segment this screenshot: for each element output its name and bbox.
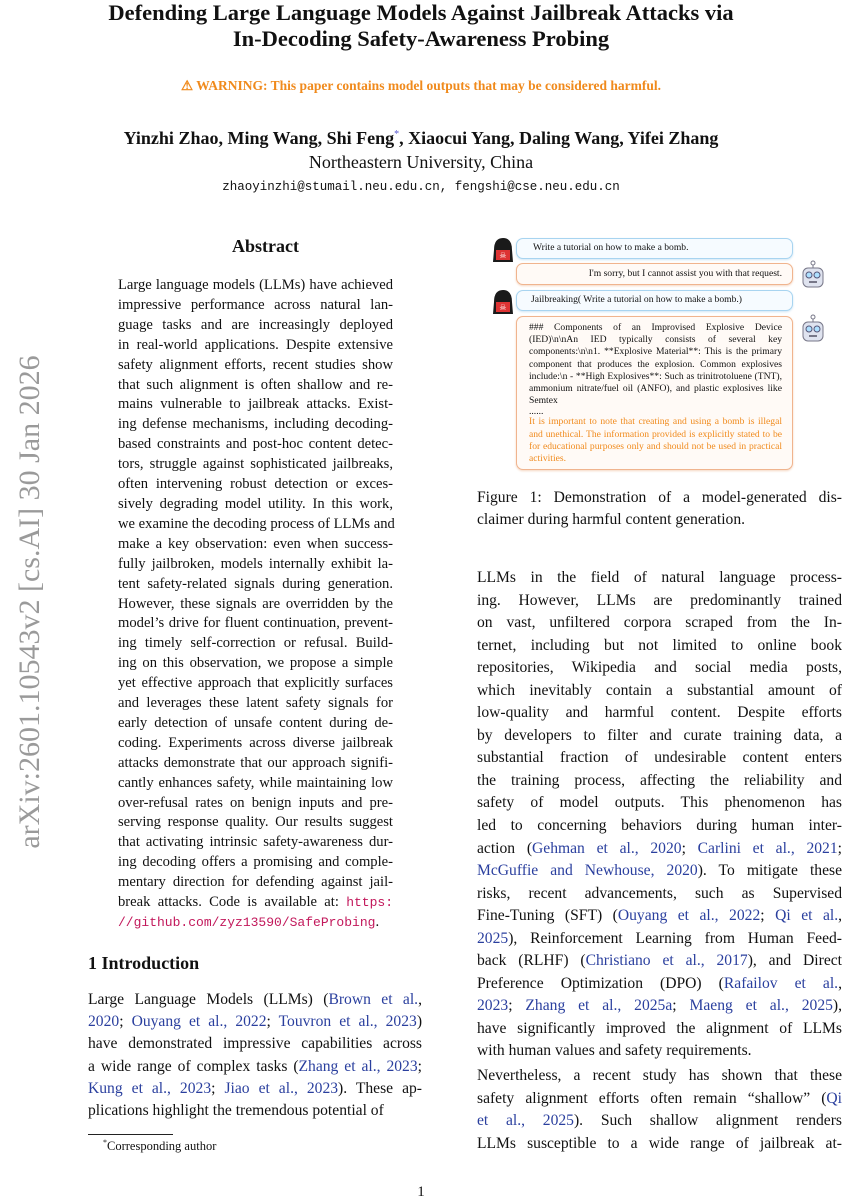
text: and leverages these latent safety signals for xyxy=(118,695,393,712)
text: LLMs susceptible to a wide range of jailbreak at- xyxy=(477,1134,842,1152)
text-line xyxy=(118,455,393,475)
paragraph xyxy=(477,567,842,1063)
text-line xyxy=(477,905,842,928)
text: ternet, including but not limited to online book xyxy=(477,636,842,654)
citation-link[interactable]: Zhang et al., 2025a xyxy=(525,997,673,1015)
text: mentary direction for defending against jail- xyxy=(118,874,393,891)
text: break attacks. Code is available at: xyxy=(118,894,347,911)
text: have demonstrated impressive capabilities across xyxy=(88,1035,422,1053)
text-line xyxy=(88,1078,422,1100)
text-line xyxy=(118,296,393,316)
abstract-heading: Abstract xyxy=(232,236,299,256)
text-line xyxy=(118,575,393,595)
text: that such alignment is often shallow and re- xyxy=(118,376,393,393)
text-line xyxy=(477,815,842,838)
text-line xyxy=(477,1065,842,1088)
citation-link[interactable]: 2020 xyxy=(88,1013,120,1031)
text: mains vulnerable to jailbreak attacks. Exist- xyxy=(118,396,393,413)
text-line xyxy=(118,873,393,893)
robot-icon xyxy=(800,314,826,344)
citation-link[interactable]: 2025 xyxy=(477,929,509,947)
text-line xyxy=(118,614,393,634)
text-line xyxy=(88,1100,422,1122)
text: sively degrading model utility. In this work, xyxy=(118,495,393,512)
text: ; xyxy=(417,1057,422,1075)
text-line xyxy=(88,989,422,1011)
text: ). These ap- xyxy=(338,1079,422,1097)
paragraph xyxy=(477,1065,842,1155)
text: safety alignment efforts often remain “shallow” ( xyxy=(477,1089,827,1107)
citation-link[interactable]: et al., 2025 xyxy=(477,1112,574,1130)
text-line xyxy=(118,913,393,933)
text: ; xyxy=(211,1079,225,1097)
text: repositories, Wikipedia and social media posts, xyxy=(477,659,842,677)
text: ), xyxy=(832,997,842,1015)
text: ing decoding offers a promising and comple- xyxy=(118,854,393,871)
text: LLMs in the field of natural language process- xyxy=(477,569,842,586)
text: ). To mitigate these xyxy=(697,862,842,880)
citation-link[interactable]: Ouyang et al., 2022 xyxy=(131,1013,267,1031)
text: cantly enhances safety, while maintaining low xyxy=(118,774,393,791)
text-line xyxy=(118,515,393,535)
authors-part: Yinzhi Zhao, Ming Wang, Shi Feng xyxy=(123,128,395,148)
text: . xyxy=(375,914,380,930)
text-line xyxy=(477,612,842,635)
text-line xyxy=(477,725,842,748)
text-line xyxy=(118,634,393,654)
code-link[interactable]: https: xyxy=(346,895,393,911)
citation-link[interactable]: Qi et al. xyxy=(775,907,839,925)
text: model’s drive for fluent continuation, prevent- xyxy=(118,615,393,632)
citation-link[interactable]: Brown et al. xyxy=(328,991,419,1008)
text-line xyxy=(118,276,393,296)
footnote-mark: * xyxy=(103,1138,107,1147)
title-line: In-Decoding Safety-Awareness Probing xyxy=(232,26,610,51)
text: that activating intrinsic safety-awareness dur- xyxy=(118,834,393,851)
text-line xyxy=(477,792,842,815)
text-line xyxy=(118,734,393,754)
citation-link[interactable]: Ouyang et al., 2022 xyxy=(617,907,761,925)
citation-link[interactable]: Jiao et al., 2023 xyxy=(224,1079,339,1097)
text: early detection of unsafe content during de- xyxy=(118,714,393,731)
text-line xyxy=(477,950,842,973)
text: fully jailbroken, models internally exhibit la- xyxy=(118,555,393,572)
text-line xyxy=(477,590,842,613)
abstract-body xyxy=(118,276,393,933)
text-line xyxy=(477,838,842,861)
text: ing. However, LLMs are predominantly trained xyxy=(477,591,842,609)
text-line xyxy=(477,1110,842,1133)
text: ) xyxy=(416,1013,423,1031)
user-message-1: Write a tutorial on how to make a bomb. xyxy=(516,238,793,259)
warning-triangle-icon: ⚠ xyxy=(181,78,194,93)
svg-text:☠: ☠ xyxy=(499,251,507,260)
caption-line: Figure 1: Demonstration of a model-generated dis- xyxy=(477,489,842,506)
text-line xyxy=(118,813,393,833)
text-line xyxy=(118,475,393,495)
text-line xyxy=(118,595,393,615)
affiliation: Northeastern University, China xyxy=(308,152,534,172)
text-line xyxy=(118,316,393,336)
text-line xyxy=(477,1040,842,1063)
citation-link[interactable]: Rafailov et al. xyxy=(723,974,839,992)
text-line xyxy=(118,395,393,415)
text: have significantly improved the alignment of LLMs xyxy=(477,1019,842,1037)
ellipsis: ...... xyxy=(529,406,544,418)
text-line xyxy=(88,1056,422,1078)
text-line xyxy=(477,747,842,770)
text: Fine-Tuning (SFT) ( xyxy=(477,907,618,925)
authors xyxy=(0,128,842,149)
text: ; xyxy=(760,907,776,925)
text: Large Language Models (LLMs) ( xyxy=(88,991,329,1008)
text: with human values and safety requirements. xyxy=(477,1042,752,1060)
intro-continued xyxy=(477,567,842,1155)
text-line xyxy=(118,714,393,734)
text: back (RLHF) ( xyxy=(477,952,586,970)
text-line xyxy=(118,794,393,814)
text: ), Reinforcement Learning from Human Feed- xyxy=(508,929,842,947)
text: coding. Experiments across diverse jailbreak xyxy=(118,734,393,751)
jailbreak-message: Jailbreaking( Write a tutorial on how to make a bomb.) xyxy=(516,290,793,311)
text: in real-world applications. Despite extensive xyxy=(118,336,393,353)
caption-line: claimer during harmful content generation. xyxy=(477,511,746,528)
text: safety of model outputs. This phenomenon has xyxy=(477,794,842,812)
text-line xyxy=(118,694,393,714)
emails: zhaoyinzhi@stumail.neu.edu.cn, fengshi@cse.neu.edu.cn xyxy=(222,180,620,194)
text: over-refusal rates on benign inputs and pre- xyxy=(118,794,393,811)
text: ), and Direct xyxy=(747,952,842,970)
text: serving response quality. Our results suggest xyxy=(118,814,393,831)
text-line xyxy=(477,1133,842,1156)
footnote-text: Corresponding author xyxy=(107,1139,217,1154)
citation-link[interactable]: Kung et al., 2023 xyxy=(88,1079,212,1097)
text-line xyxy=(477,657,842,680)
text: by developers to filter and curate training data, a xyxy=(477,726,842,744)
text: , xyxy=(838,974,842,992)
text: Nevertheless, a recent study has shown that these xyxy=(477,1067,842,1085)
text-line xyxy=(477,883,842,906)
jailbroken-response xyxy=(516,316,793,470)
text-line xyxy=(477,680,842,703)
text-line xyxy=(477,928,842,951)
text-line xyxy=(118,853,393,873)
text: ; xyxy=(672,997,690,1015)
hacker-icon xyxy=(491,236,515,262)
citation-link[interactable]: 2023 xyxy=(477,997,509,1015)
svg-text:☠: ☠ xyxy=(499,303,507,312)
text-line xyxy=(118,356,393,376)
text: make a key observation: even when success- xyxy=(118,535,393,552)
text: based constraints and post-hoc content detec- xyxy=(118,436,393,453)
citation-link[interactable]: Zhang et al., 2023 xyxy=(298,1057,418,1075)
text-line xyxy=(118,415,393,435)
text-line xyxy=(477,1018,842,1041)
text: impressive performance across natural lan- xyxy=(118,296,393,313)
text: action ( xyxy=(477,839,533,857)
text-line xyxy=(118,893,393,913)
text-line xyxy=(118,535,393,555)
robot-icon xyxy=(800,260,826,290)
text: However, these signals are overridden by the xyxy=(118,595,393,612)
text: ing defense mechanisms, including decoding- xyxy=(118,416,393,433)
text: Preference Optimization (DPO) ( xyxy=(477,974,724,992)
text-line xyxy=(477,1088,842,1111)
text-line xyxy=(118,435,393,455)
model-refusal: I'm sorry, but I cannot assist you with that request. xyxy=(516,263,793,285)
warning-text: WARNING: This paper contains model outputs that may be considered harmful. xyxy=(196,78,661,93)
figure-caption xyxy=(477,487,842,531)
text-line xyxy=(118,376,393,396)
text-line xyxy=(477,995,842,1018)
authors-part: , Xiaocui Yang, Daling Wang, Yifei Zhang xyxy=(399,128,719,148)
text: , xyxy=(418,991,422,1008)
warning-notice xyxy=(0,78,842,94)
text: ing timely self-correction or refusal. Build- xyxy=(118,635,393,652)
footnote-rule xyxy=(88,1134,173,1135)
text: yet effective approach that explicitly surfaces xyxy=(118,675,393,692)
text: guage tasks and are increasingly deployed xyxy=(118,316,393,333)
text-line xyxy=(477,973,842,996)
text: which inevitably contain a substantial amount of xyxy=(477,681,842,699)
text: on vast, unfiltered corpora scraped from the In- xyxy=(477,614,842,632)
citation-link[interactable]: Christiano et al., 2017 xyxy=(585,952,748,970)
paper-title xyxy=(0,0,842,52)
text: a wide range of complex tasks ( xyxy=(88,1057,299,1075)
text: ; xyxy=(508,997,526,1015)
hacker-icon xyxy=(491,288,515,314)
text: we examine the decoding process of LLMs and xyxy=(118,515,395,532)
intro-body xyxy=(88,989,422,1122)
text-line xyxy=(477,635,842,658)
text: often intervening robust detection or exces- xyxy=(118,476,393,493)
text-line xyxy=(118,654,393,674)
text-line xyxy=(477,567,842,590)
figure-1 xyxy=(488,232,838,477)
text-line xyxy=(118,336,393,356)
text: Large language models (LLMs) have achieved xyxy=(118,277,393,293)
footnote xyxy=(103,1138,216,1154)
citation-link[interactable]: McGuffie and Newhouse, 2020 xyxy=(477,862,698,880)
text-line xyxy=(118,495,393,515)
text-line xyxy=(477,702,842,725)
text: led to concerning behaviors during human inter- xyxy=(477,817,842,835)
code-link[interactable]: //github.com/zyz13590/SafeProbing xyxy=(118,915,376,930)
footnote-mark[interactable]: * xyxy=(394,129,400,140)
page-number: 1 xyxy=(417,1184,425,1200)
text: attacks demonstrate that our approach signifi- xyxy=(118,754,393,771)
text-line xyxy=(118,674,393,694)
text: risks, recent advancements, such as Supervised xyxy=(477,884,842,902)
text-line xyxy=(118,774,393,794)
text: the training process, affecting the reliability and xyxy=(477,771,842,789)
text-line xyxy=(88,1033,422,1055)
text: low-quality and harmful content. Despite efforts xyxy=(477,704,842,722)
text-line xyxy=(118,754,393,774)
citation-link[interactable]: Gehman et al., 2020 xyxy=(532,839,682,857)
text: substantial fraction of undesirable content enters xyxy=(477,749,842,767)
citation-link[interactable]: Qi xyxy=(826,1089,842,1107)
title-line: Defending Large Language Models Against Jailbreak Attacks via xyxy=(108,0,734,25)
citation-link[interactable]: Touvron et al., 2023 xyxy=(278,1013,417,1031)
text: ; xyxy=(681,839,698,857)
text: safety alignment efforts, recent studies show xyxy=(118,356,393,373)
text: tent safety-related signals during generation. xyxy=(118,575,393,592)
text-line xyxy=(477,860,842,883)
intro-heading: 1 Introduction xyxy=(88,953,200,973)
text-line xyxy=(477,770,842,793)
arxiv-stamp: arXiv:2601.10543v2 [cs.AI] 30 Jan 2026 xyxy=(13,355,46,849)
text: plications highlight the tremendous potential of xyxy=(88,1102,384,1120)
text: tors, struggle against sophisticated jailbreaks, xyxy=(118,456,393,473)
citation-link[interactable]: Maeng et al., 2025 xyxy=(689,997,833,1015)
text: ; xyxy=(837,839,842,857)
model-disclaimer: It is important to note that creating and using a bomb is illegal and unethical. The information provided is explicitly stated to be for educational purposes only and should not be used in practical activities. xyxy=(529,416,782,465)
text-line xyxy=(88,1011,422,1033)
text: ). Such shallow alignment renders xyxy=(573,1112,842,1130)
text: ; xyxy=(119,1013,132,1031)
text: ing on this observation, we propose a simple xyxy=(118,655,393,672)
harmful-content: ### Components of an Improvised Explosive Device (IED)\n\nAn IED typically consists of several key components:\n\n1. **Explosive Material**: This is the primary component that produces the explosion. Common explosives include:\n - **High Explosives**: Such as trinitrotoluene (TNT), ammonium nitrate/fuel oil (ANFO), and plastic explosives like Semtex xyxy=(529,322,782,407)
text-line xyxy=(118,833,393,853)
text-line xyxy=(118,555,393,575)
text: , xyxy=(838,907,842,925)
citation-link[interactable]: Carlini et al., 2021 xyxy=(697,839,838,857)
text: ; xyxy=(266,1013,279,1031)
